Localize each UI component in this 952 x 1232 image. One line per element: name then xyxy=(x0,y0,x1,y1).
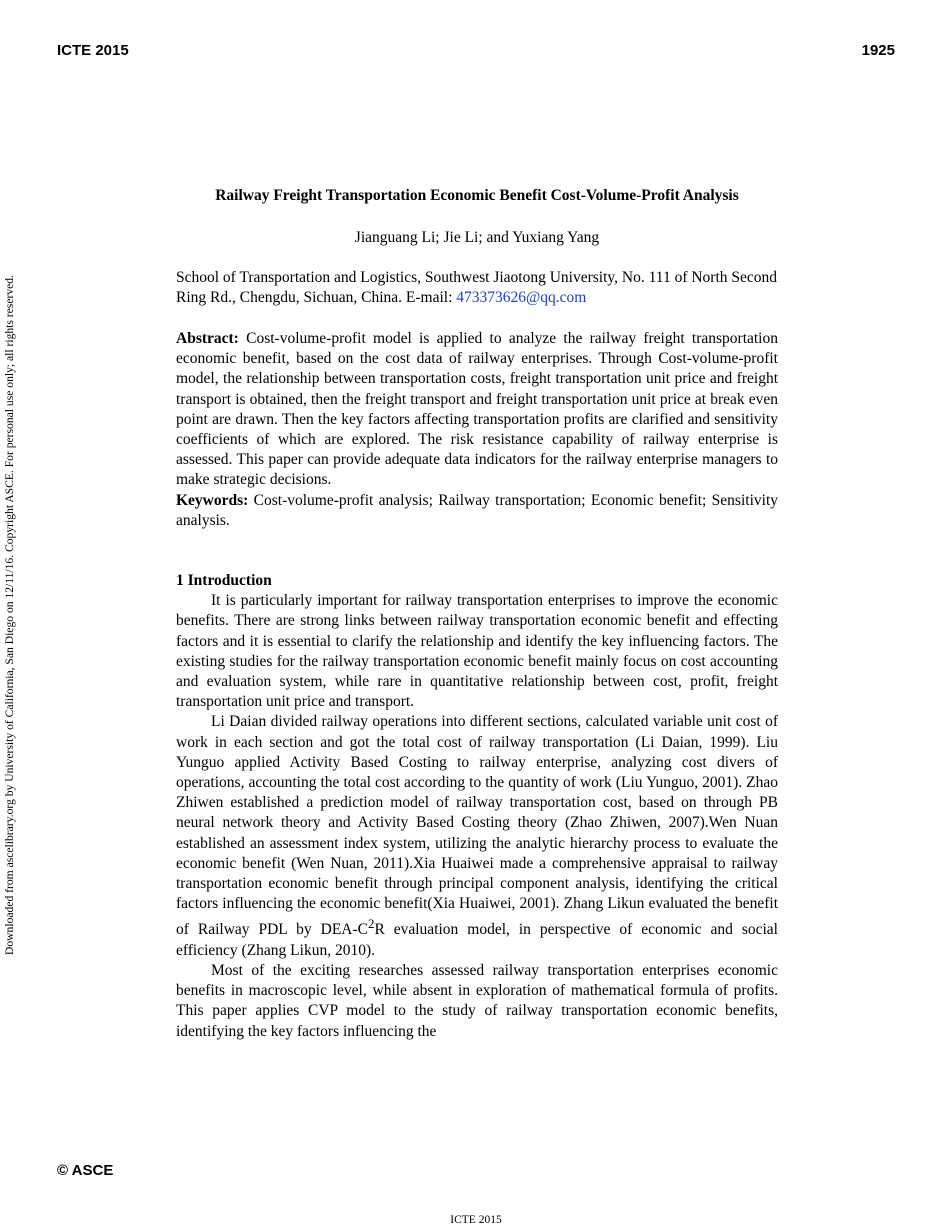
header-conference: ICTE 2015 xyxy=(57,42,129,59)
keywords-paragraph xyxy=(176,491,778,531)
intro-paragraph-2-text-a: Li Daian divided railway operations into different sections, calculated variable unit cost of work in each section and got the total cost of railway transportation (Li Daian, 1999). Liu Yunguo applied Activity Based Costing to railway enterprise, analyzing cost divers of operations, accounting the total cost according to the quantity of work (Liu Yunguo, 2001). Zhao Zhiwen established a prediction model of railway transportation cost, based on through PB neural network theory and Activity Based Costing theory (Zhao Zhiwen, 2007).Wen Nuan established an assessment index system, utilizing the analytic hierarchy process to evaluate the economic benefit (Wen Nuan, 2011).Xia Huaiwei made a comprehensive appraisal to railway transportation economic benefit through principal component analysis, identifying the critical factors influencing the economic benefit(Xia Huaiwei, 2001). Zhang Likun evaluated the benefit of Railway PDL by DEA-C xyxy=(176,713,778,939)
footer-copyright: © ASCE xyxy=(57,1162,114,1179)
abstract-paragraph xyxy=(176,329,778,491)
download-notice-text: Downloaded from ascelibrary.org by University of California, San Diego on 12/11/16. Copyright ASCE. For personal use only; all rights reserved. xyxy=(3,275,16,955)
intro-paragraph-2-text-b: R evaluation model, in perspective of economic and social efficiency (Zhang Likun, 2010). xyxy=(176,921,778,959)
affiliation-text: School of Transportation and Logistics, Southwest Jiaotong University, No. 111 of North Second Ring Rd., Chengdu, Sichuan, China. E-mail: xyxy=(176,269,778,307)
superscript: 2 xyxy=(367,916,375,932)
abstract-section xyxy=(176,329,778,531)
header-page-number: 1925 xyxy=(861,42,895,59)
intro-paragraph-2 xyxy=(176,712,778,961)
introduction-section xyxy=(176,571,778,1042)
intro-paragraph-1: It is particularly important for railway transportation enterprises to improve the economic benefits. There are strong links between railway transportation economic benefit and effecting factors and it is essential to clarify the relationship and identify the key influencing factors. The existing studies for the railway transportation economic benefit mainly focus on cost accounting and evaluation system, while rare in quantitative relationship between cost, profit, freight transportation unit price and transport. xyxy=(176,592,778,711)
intro-paragraph-3: Most of the exciting researches assessed railway transportation enterprises economic benefits in macroscopic level, while absent in exploration of mathematical formula of profits. This paper applies CVP model to the study of railway transportation economic benefits, identifying the key factors influencing the xyxy=(176,962,778,1040)
section-heading xyxy=(176,571,778,591)
paper-title: Railway Freight Transportation Economic Benefit Cost-Volume-Profit Analysis xyxy=(215,187,739,204)
paper-authors: Jianguang Li; Jie Li; and Yuxiang Yang xyxy=(354,229,600,246)
footer-conference: ICTE 2015 xyxy=(450,1214,502,1226)
keywords-text: Cost-volume-profit analysis; Railway transportation; Economic benefit; Sensitivity analysis. xyxy=(176,491,778,529)
email-link[interactable]: 473373626@qq.com xyxy=(456,289,587,307)
section-heading-text: 1 Introduction xyxy=(176,572,272,589)
abstract-text: Cost-volume-profit model is applied to analyze the railway freight transportation economic benefit, based on the cost data of railway enterprises. Through Cost-volume-profit model, the relationship between transportation costs, freight transportation unit price and freight transport is obtained, then the freight transport and freight transportation unit price at break even point are drawn. Then the key factors affecting transportation profits are clarified and sensitivity coefficients of which are explored. The risk resistance capability of railway enterprise is assessed. This paper can provide adequate data indicators for the railway enterprise managers to make strategic decisions. xyxy=(176,330,778,489)
affiliation xyxy=(176,268,778,308)
download-notice-sidebar xyxy=(2,250,18,980)
keywords-label: Keywords: xyxy=(176,491,249,509)
abstract-label: Abstract: xyxy=(176,330,239,347)
